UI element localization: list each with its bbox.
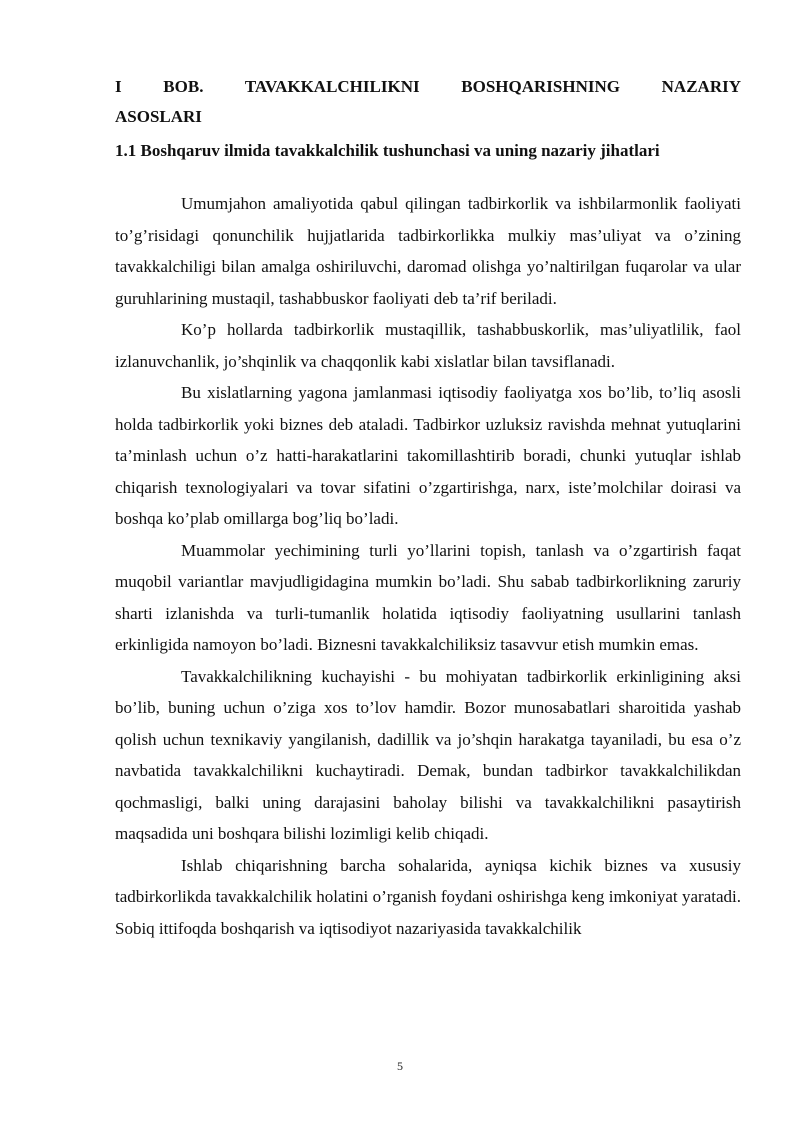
chapter-title-line2: ASOSLARI xyxy=(115,107,202,126)
paragraph-3: Bu xislatlarning yagona jamlanmasi iqtisodiy faoliyatga xos bo’lib, to’liq asosli holda tadbirkorlik yoki biznes deb ataladi. Tadbirkor uzluksiz ravishda mehnat yutuqlarini ta’minlash uchun o’z hatti-harakatlarini takomillashtirib boradi, chunki yutuqlar ishlab chiqarish texnologiyalari va tovar sifatini o’zgartirishga, narx, iste’molchilar doirasi va boshqa ko’plab omillarga bog’liq bo’ladi. xyxy=(115,383,741,528)
paragraph-4: Muammolar yechimining turli yo’llarini topish, tanlash va o’zgartirish faqat muqobil variantlar mavjudligidagina mumkin bo’ladi. Shu sabab tadbirkorlikning zaruriy sharti izlanishda va turli-tumanlik holatida iqtisodiy faoliyatning usullarini tanlash erkinligida namoyon bo’ladi. Biznesni tavakkalchiliksiz tasavvur etish mumkin emas. xyxy=(115,540,741,654)
paragraph-2: Ko’p hollarda tadbirkorlik mustaqillik, tashabbuskorlik, mas’uliyatlilik, faol izlanuvchanlik, jo’shqinlik va chaqqonlik kabi xislatlar bilan tavsiflanadi. xyxy=(115,320,741,371)
section-title: 1.1 Boshqaruv ilmida tavakkalchilik tushunchasi va uning nazariy jihatlari xyxy=(115,141,660,160)
chapter-title-line1: I BOB. TAVAKKALCHILIKNI BOSHQARISHNING NAZARIY xyxy=(115,77,741,96)
chapter-title xyxy=(115,72,741,132)
paragraph-6: Ishlab chiqarishning barcha sohalarida, ayniqsa kichik biznes va xususiy tadbirkorlikda tavakkalchilik holatini o’rganish foydani oshirishga keng imkoniyat yaratadi. Sobiq ittifoqda boshqarish va iqtisodiyot nazariyasida tavakkalchilik xyxy=(115,855,741,938)
page-number: 5 xyxy=(397,1059,403,1073)
document-page xyxy=(115,72,741,944)
paragraph-5: Tavakkalchilikning kuchayishi - bu mohiyatan tadbirkorlik erkinligining aksi bo’lib, buning uchun o’ziga xos to’lov hamdir. Bozor munosabatlari sharoitida yashab qolish uchun texnikaviy yangilanish, dadillik va jo’shqin harakatga tayaniladi, bu esa o’z navbatida tavakkalchilikni kuchaytiradi. Demak, bundan tadbirkor tavakkalchilikdan qochmasligi, balki uning darajasini baholay bilishi va tavakkalchilikni pasaytirish maqsadida uni boshqara bilishi lozimligi kelib chiqadi. xyxy=(115,666,741,843)
paragraph-1: Umumjahon amaliyotida qabul qilingan tadbirkorlik va ishbilarmonlik faoliyati to’g’risidagi qonunchilik hujjatlarida tadbirkorlikka mulkiy mas’uliyat va o’zining tavakkalchiligi bilan amalga oshiriluvchi, daromad olishga yo’naltirilgan fuqarolar va ular guruhlarining mustaqil, tashabbuskor faoliyati deb ta’rif beriladi. xyxy=(115,194,741,308)
body-text xyxy=(115,188,741,944)
